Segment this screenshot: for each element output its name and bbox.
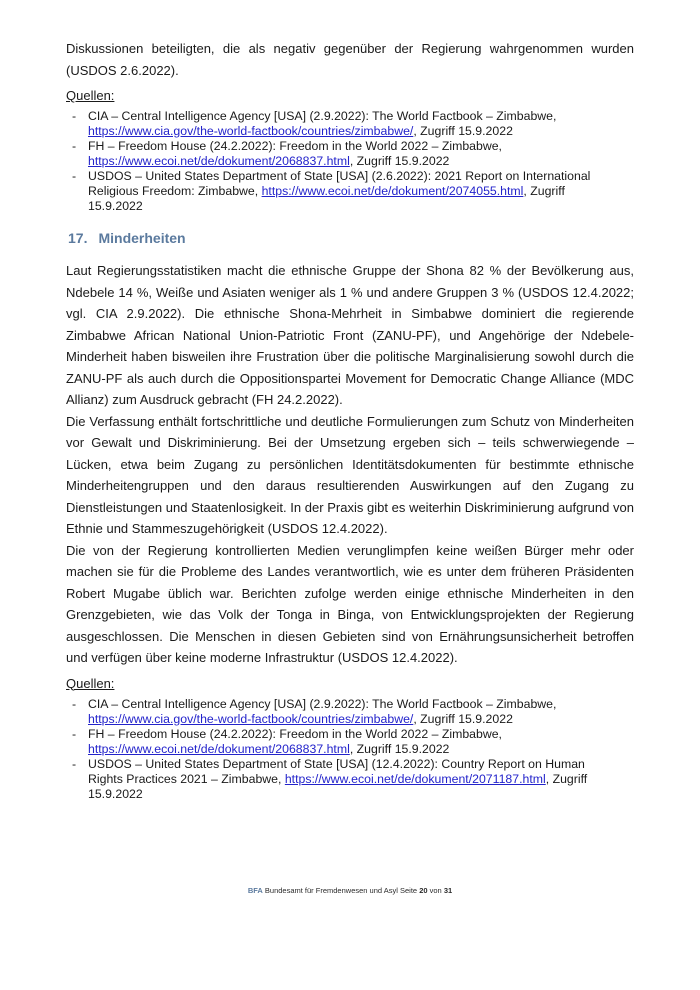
source-text-segment: 15.9.2022	[88, 199, 143, 213]
section-title: Minderheiten	[98, 230, 186, 246]
source-link[interactable]: https://www.ecoi.net/de/dokument/2068837.html	[88, 154, 350, 168]
source-item	[66, 169, 634, 214]
source-item	[66, 757, 634, 802]
source-text-segment: Rights Practices 2021 – Zimbabwe,	[88, 771, 285, 786]
sources-list	[66, 697, 634, 802]
section-heading	[68, 230, 634, 247]
source-item	[66, 139, 634, 169]
source-link[interactable]: https://www.ecoi.net/de/dokument/2068837.html	[88, 741, 350, 756]
bullet-dash: -	[72, 726, 77, 741]
source-text-segment: , Zugriff 15.9.2022	[349, 741, 450, 756]
source-text	[88, 697, 556, 726]
source-text	[88, 109, 556, 138]
body-paragraph: Die von der Regierung kontrollierten Medien verunglimpfen keine weißen Bürger mehr oder machen sie für die Probleme des Landes verantwortlich, wie es unter dem früheren Präsidenten Robert Mugabe üblich war. Berichten zufolge werden einige ethnische Minderheiten in den Grenzgebieten, wie das Volk der Tonga in Binga, von Entwicklungsprojekten der Regierung ausgeschlossen. Die Menschen in diesen Gebieten sind von Ernährungsunsicherheit betroffen und verfügen über keine moderne Infrastruktur (USDOS 12.4.2022).	[66, 542, 634, 665]
source-link[interactable]: https://www.ecoi.net/de/dokument/2074055.html	[261, 184, 524, 198]
source-text-segment: , Zugriff	[523, 184, 565, 198]
source-text	[88, 727, 502, 756]
footer-page-number: 20	[419, 886, 428, 895]
source-link[interactable]: https://www.cia.gov/the-world-factbook/countries/zimbabwe/	[88, 711, 414, 726]
bullet-dash: -	[72, 109, 77, 123]
source-link[interactable]: https://www.ecoi.net/de/dokument/2071187.html	[284, 771, 546, 786]
source-text-segment: , Zugriff 15.9.2022	[349, 154, 450, 168]
source-text	[88, 757, 587, 801]
bullet-dash: -	[72, 169, 77, 183]
sources-label: Quellen:	[66, 88, 115, 103]
source-text-segment: Religious Freedom: Zimbabwe,	[88, 184, 262, 198]
source-item	[66, 697, 634, 727]
source-text-segment: CIA – Central Intelligence Agency [USA] (2.9.2022): The World Factbook – Zimbabwe,	[88, 109, 557, 123]
source-item	[66, 109, 634, 139]
section-number: 17.	[68, 230, 88, 246]
source-text-segment: CIA – Central Intelligence Agency [USA] (2.9.2022): The World Factbook – Zimbabwe,	[88, 696, 557, 711]
bullet-dash: -	[72, 696, 77, 711]
source-text-segment: 15.9.2022	[88, 786, 143, 801]
source-text-segment: FH – Freedom House (24.2.2022): Freedom in the World 2022 – Zimbabwe,	[88, 139, 502, 153]
page-footer	[0, 886, 700, 896]
body-paragraph: Die Verfassung enthält fortschrittliche und deutliche Formulierungen zum Schutz von Minderheiten vor Gewalt und Diskriminierung. Bei der Umsetzung ergeben sich – teils schwerwiegende – Lücken, etwa beim Zugang zu persönlichen Identitätsdokumenten für bestimmte ethnische Minderheitengruppen und den daraus resultierenden Auswirkungen auf den Zugang zu Dienstleistungen und Staatenlosigkeit. In der Praxis gibt es weiterhin Diskriminierung aufgrund von Ethnie und Stammeszugehörigkeit (USDOS 12.4.2022).	[66, 413, 634, 536]
bullet-dash: -	[72, 139, 77, 153]
bullet-dash: -	[72, 756, 77, 771]
source-text-segment: USDOS – United States Department of State [USA] (12.4.2022): Country Report on Human	[88, 756, 585, 771]
source-text-segment: , Zugriff	[545, 771, 588, 786]
sources-label: Quellen:	[66, 675, 115, 691]
source-text-segment: FH – Freedom House (24.2.2022): Freedom in the World 2022 – Zimbabwe,	[88, 726, 502, 741]
source-text-segment: USDOS – United States Department of State [USA] (2.6.2022): 2021 Report on International	[88, 169, 591, 183]
intro-paragraph: Diskussionen beteiligten, die als negativ gegenüber der Regierung wahrgenommen wurden (USDOS 2.6.2022).	[66, 41, 634, 78]
source-text	[88, 139, 502, 168]
source-item	[66, 727, 634, 757]
footer-page-label: Seite	[400, 886, 418, 895]
source-text	[88, 169, 590, 213]
sources-list	[66, 109, 634, 214]
source-link[interactable]: https://www.cia.gov/the-world-factbook/countries/zimbabwe/	[88, 124, 414, 138]
body-paragraph: Laut Regierungsstatistiken macht die ethnische Gruppe der Shona 82 % der Bevölkerung aus, Ndebele 14 %, Weiße und Asiaten weniger als 1 % und andere Gruppen 3 % (USDOS 12.4.2022; vgl. CIA 2.9.2022). Die ethnische Shona-Mehrheit in Simbabwe dominiert die regierende Zimbabwe African National Union-Patriotic Front (ZANU-PF), und Angehörige der Ndebele-Minderheit haben bisweilen ihre Frustration über die politische Marginalisierung sowohl durch die ZANU-PF als auch durch die Oppositionspartei Movement for Democratic Change Alliance (MDC Allianz) zum Ausdruck gebracht (FH 24.2.2022).	[66, 263, 634, 407]
footer-org-name: Bundesamt für Fremdenwesen und Asyl	[264, 886, 398, 895]
footer-of-label: von	[429, 886, 442, 895]
source-text-segment: , Zugriff 15.9.2022	[413, 124, 513, 138]
source-text-segment: , Zugriff 15.9.2022	[413, 711, 513, 726]
bfa-logo: BFA	[247, 886, 263, 895]
footer-page-total: 31	[443, 886, 453, 895]
